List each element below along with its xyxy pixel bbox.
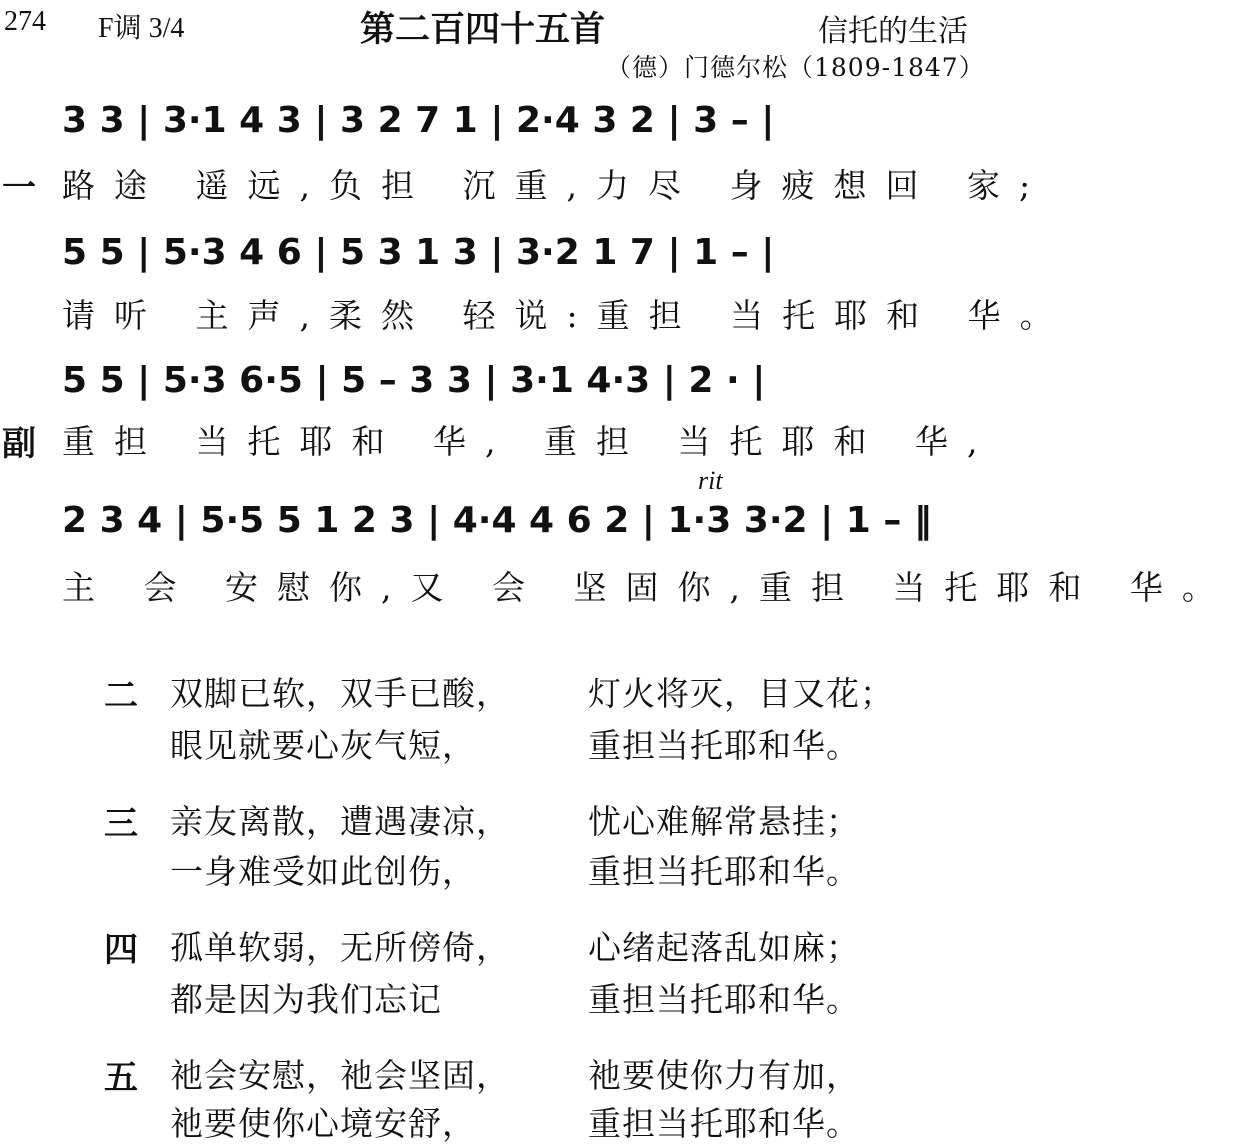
verse-marker-refrain: 副 bbox=[2, 424, 36, 464]
verse-line: 一身难受如此创伤， bbox=[170, 852, 476, 891]
notation-line-2 bbox=[62, 232, 774, 273]
verse-line: 灯火将灭，目又花； bbox=[588, 674, 894, 713]
verse-line: 亲友离散，遭遇凄凉， bbox=[170, 802, 510, 841]
verse-marker-1: 一 bbox=[2, 168, 36, 208]
verse-line: 孤单软弱，无所傍倚， bbox=[170, 928, 510, 967]
hymn-title: 第二百四十五首 bbox=[360, 10, 606, 50]
verse-line: 都是因为我们忘记 bbox=[170, 980, 442, 1019]
verse-line: 眼见就要心灰气短， bbox=[170, 726, 476, 765]
notation-line-4 bbox=[62, 500, 932, 541]
hymn-subject: 信托的生活 bbox=[818, 14, 968, 49]
verse-number: 四 bbox=[104, 930, 138, 970]
verse-number: 二 bbox=[104, 676, 138, 716]
composer-credit: （德）门德尔松（1809-1847） bbox=[606, 53, 985, 82]
verse-number: 五 bbox=[104, 1058, 138, 1098]
notes-3: 5 5 | 5·3 6·5 | 5 – 3 3 | 3·1 4·3 | 2 · | bbox=[62, 360, 766, 401]
verse-line: 心绪起落乱如麻； bbox=[588, 928, 860, 967]
verse-line: 祂会安慰，祂会坚固， bbox=[170, 1056, 510, 1095]
lyrics-line-1: 路途 遥远,负担 沉重,力尽 身疲想回 家; bbox=[62, 166, 1050, 205]
lyrics-line-3: 重担 当托耶和 华, 重担 当托耶和 华, bbox=[62, 422, 997, 461]
verse-line: 忧心难解常悬挂； bbox=[588, 802, 860, 841]
verse-line: 祂要使你心境安舒， bbox=[170, 1104, 476, 1143]
key-meter: F调 3/4 bbox=[98, 13, 185, 44]
verse-number: 三 bbox=[104, 804, 138, 844]
lyrics-line-4: 主 会 安慰你,又 会 坚固你,重担 当托耶和 华。 bbox=[62, 568, 1234, 607]
hymn-number: 274 bbox=[4, 6, 46, 37]
tempo-mark: rit bbox=[698, 466, 723, 495]
notes-1: 3 3 | 3·1 4 3 | 3 2 7 1 | 2·4 3 2 | 3 – | bbox=[62, 100, 775, 141]
notes-2: 5 5 | 5·3 4 6 | 5 3 1 3 | 3·2 1 7 | 1 – | bbox=[62, 232, 775, 273]
verse-line: 重担当托耶和华。 bbox=[588, 852, 860, 891]
verse-line: 重担当托耶和华。 bbox=[588, 1104, 860, 1143]
verse-line: 双脚已软，双手已酸， bbox=[170, 674, 510, 713]
verse-line: 重担当托耶和华。 bbox=[588, 980, 860, 1019]
notation-line-3 bbox=[62, 360, 765, 401]
lyrics-line-2: 请听 主声,柔然 轻说:重担 当托耶和 华。 bbox=[62, 296, 1072, 335]
verse-line: 重担当托耶和华。 bbox=[588, 726, 860, 765]
verse-line: 祂要使你力有加， bbox=[588, 1056, 860, 1095]
notation-line-1 bbox=[62, 100, 774, 141]
notes-4: 2 3 4 | 5·5 5 1 2 3 | 4·4 4 6 2 | 1·3 3·2 | 1 – ‖ bbox=[62, 500, 932, 541]
